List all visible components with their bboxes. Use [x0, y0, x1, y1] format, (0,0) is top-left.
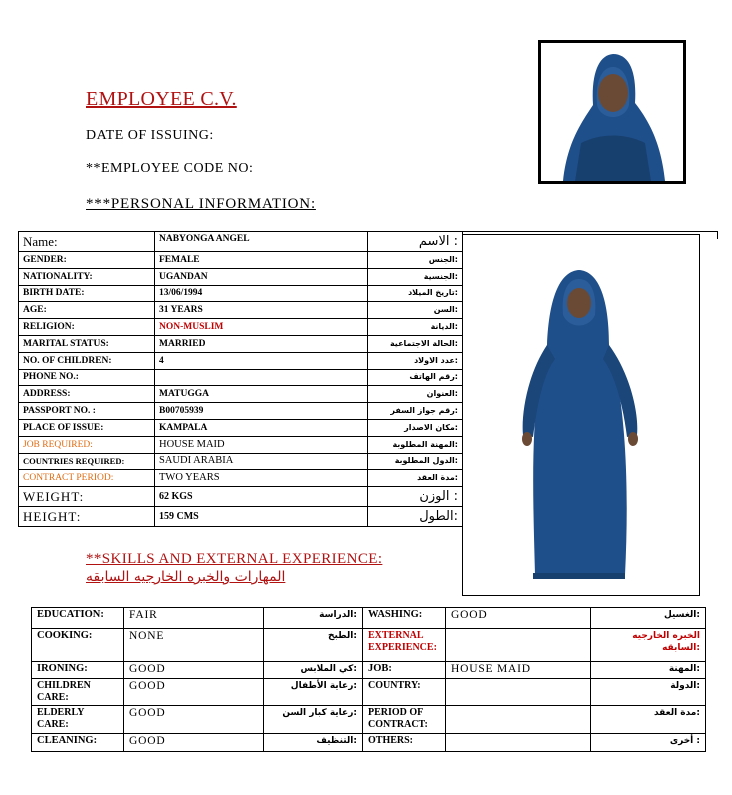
row-label: PHONE NO.:: [19, 369, 155, 386]
contract-period-label: CONTRACT PERIOD:: [19, 470, 155, 487]
skills-title-ar: المهارات والخبره الخارجيه السابقه: [86, 569, 286, 585]
full-body-illustration: [463, 235, 699, 595]
row-label-ar: السن:: [368, 302, 463, 319]
row-label: COUNTRIES REQUIRED:: [19, 453, 155, 470]
skill-label-ar: مدة العقد:: [591, 706, 706, 734]
row-value: 31 YEARS: [155, 302, 368, 319]
skill-value: GOOD: [124, 734, 264, 752]
row-value: KAMPALA: [155, 419, 368, 436]
table-row: [19, 319, 463, 336]
skill-value: GOOD: [124, 706, 264, 734]
skill-value: GOOD: [124, 662, 264, 679]
table-row: [19, 369, 463, 386]
skill-value: GOOD: [446, 608, 591, 629]
personal-info-table: [18, 231, 463, 527]
row-value: 159 CMS: [155, 507, 368, 527]
skill-label-ar: الغسيل:: [591, 608, 706, 629]
row-label-ar: الاسم :: [368, 232, 463, 252]
skill-label: COUNTRY:: [363, 679, 446, 706]
row-label: AGE:: [19, 302, 155, 319]
skill-label-ar: الدراسة:: [264, 608, 363, 629]
row-label: NATIONALITY:: [19, 268, 155, 285]
row-value: 13/06/1994: [155, 285, 368, 302]
row-label-ar: الحالة الاجتماعية:: [368, 335, 463, 352]
row-label: RELIGION:: [19, 319, 155, 336]
skills-title: **SKILLS AND EXTERNAL EXPERIENCE:: [86, 551, 383, 567]
row-value: HOUSE MAID: [155, 436, 368, 453]
table-row: [32, 734, 706, 752]
table-row: [19, 232, 463, 252]
table-row: [19, 302, 463, 319]
row-label: WEIGHT:: [19, 487, 155, 507]
row-label-ar: الدول المطلوبة:: [368, 453, 463, 470]
religion-value: NON-MUSLIM: [155, 319, 368, 336]
row-value: 4: [155, 352, 368, 369]
row-value: SAUDI ARABIA: [155, 453, 368, 470]
frame-line: [460, 231, 718, 232]
skill-label: CHILDREN CARE:: [32, 679, 124, 706]
skill-value: [446, 679, 591, 706]
row-label: Name:: [19, 232, 155, 252]
skill-label-ar: أخرى :: [591, 734, 706, 752]
table-row: [19, 403, 463, 420]
skill-label-ar: رعاية الأطفال:: [264, 679, 363, 706]
row-label-ar: رقم جواز السفر:: [368, 403, 463, 420]
row-value: TWO YEARS: [155, 470, 368, 487]
skill-label-ar: كي الملابس:: [264, 662, 363, 679]
skill-label: CLEANING:: [32, 734, 124, 752]
row-label-ar: الديانة:: [368, 319, 463, 336]
row-label-ar: مكان الاصدار:: [368, 419, 463, 436]
row-label-ar: المهنة المطلوبة:: [368, 436, 463, 453]
skill-label-ar: الدولة:: [591, 679, 706, 706]
row-label-ar: الوزن :: [368, 487, 463, 507]
skill-label-ar: التنظيف:: [264, 734, 363, 752]
row-label: NO. OF CHILDREN:: [19, 352, 155, 369]
frame-line-vertical: [717, 231, 718, 239]
row-value: MARRIED: [155, 335, 368, 352]
table-row: [19, 268, 463, 285]
personal-info-title: ***PERSONAL INFORMATION:: [86, 196, 316, 212]
row-label-ar: العنوان:: [368, 386, 463, 403]
skill-label-ar: المهنة:: [591, 662, 706, 679]
skill-label: COOKING:: [32, 629, 124, 662]
skill-label: PERIOD OF CONTRACT:: [363, 706, 446, 734]
table-row: [19, 352, 463, 369]
row-label: HEIGHT:: [19, 507, 155, 527]
skills-table: [31, 607, 706, 752]
skill-label: ELDERLY CARE:: [32, 706, 124, 734]
row-value: 62 KGS: [155, 487, 368, 507]
row-value: NABYONGA ANGEL: [155, 232, 368, 252]
table-row: [19, 487, 463, 507]
table-row: [32, 608, 706, 629]
row-value: UGANDAN: [155, 268, 368, 285]
skill-value: NONE: [124, 629, 264, 662]
cv-title: EMPLOYEE C.V.: [86, 88, 237, 110]
skill-value: [446, 706, 591, 734]
table-row: [19, 386, 463, 403]
row-label: ADDRESS:: [19, 386, 155, 403]
portrait-illustration: [541, 43, 683, 181]
skill-label: OTHERS:: [363, 734, 446, 752]
employee-code-label: **EMPLOYEE CODE NO:: [86, 161, 254, 176]
row-value: MATUGGA: [155, 386, 368, 403]
skill-value: GOOD: [124, 679, 264, 706]
row-label-ar: عدد الاولاد:: [368, 352, 463, 369]
table-row: [32, 662, 706, 679]
row-label: GENDER:: [19, 252, 155, 269]
skill-label: EDUCATION:: [32, 608, 124, 629]
table-row: [19, 436, 463, 453]
skill-value: [446, 734, 591, 752]
row-label-ar: الطول:: [368, 507, 463, 527]
skill-label-ar: الطبخ:: [264, 629, 363, 662]
row-label-ar: تاريخ الميلاد:: [368, 285, 463, 302]
row-label-ar: رقم الهاتف:: [368, 369, 463, 386]
row-label: PASSPORT NO. :: [19, 403, 155, 420]
row-label-ar: الجنسية:: [368, 268, 463, 285]
row-label-ar: مدة العقد:: [368, 470, 463, 487]
row-value: B00705939: [155, 403, 368, 420]
table-row: [19, 507, 463, 527]
row-label-ar: الجنس:: [368, 252, 463, 269]
skill-value: [446, 629, 591, 662]
table-row: [19, 419, 463, 436]
row-label: PLACE OF ISSUE:: [19, 419, 155, 436]
row-value: FEMALE: [155, 252, 368, 269]
skill-label: JOB:: [363, 662, 446, 679]
row-label: MARITAL STATUS:: [19, 335, 155, 352]
external-experience-label: EXTERNAL EXPERIENCE:: [363, 629, 446, 662]
date-of-issuing-label: DATE OF ISSUING:: [86, 128, 214, 143]
skill-label-ar: رعاية كبار السن:: [264, 706, 363, 734]
table-row: [32, 679, 706, 706]
full-body-photo: [462, 234, 700, 596]
table-row: [19, 285, 463, 302]
table-row: [19, 470, 463, 487]
skill-value: HOUSE MAID: [446, 662, 591, 679]
table-row: [19, 252, 463, 269]
portrait-photo: [538, 40, 686, 184]
table-row: [32, 706, 706, 734]
skill-value: FAIR: [124, 608, 264, 629]
external-experience-label-ar: الخبره الخارجيه السابقه:: [591, 629, 706, 662]
row-label: BIRTH DATE:: [19, 285, 155, 302]
table-row: [19, 335, 463, 352]
table-row: [19, 453, 463, 470]
job-required-label: JOB REQUIRED:: [19, 436, 155, 453]
row-value: [155, 369, 368, 386]
skill-label: IRONING:: [32, 662, 124, 679]
skill-label: WASHING:: [363, 608, 446, 629]
table-row: [32, 629, 706, 662]
